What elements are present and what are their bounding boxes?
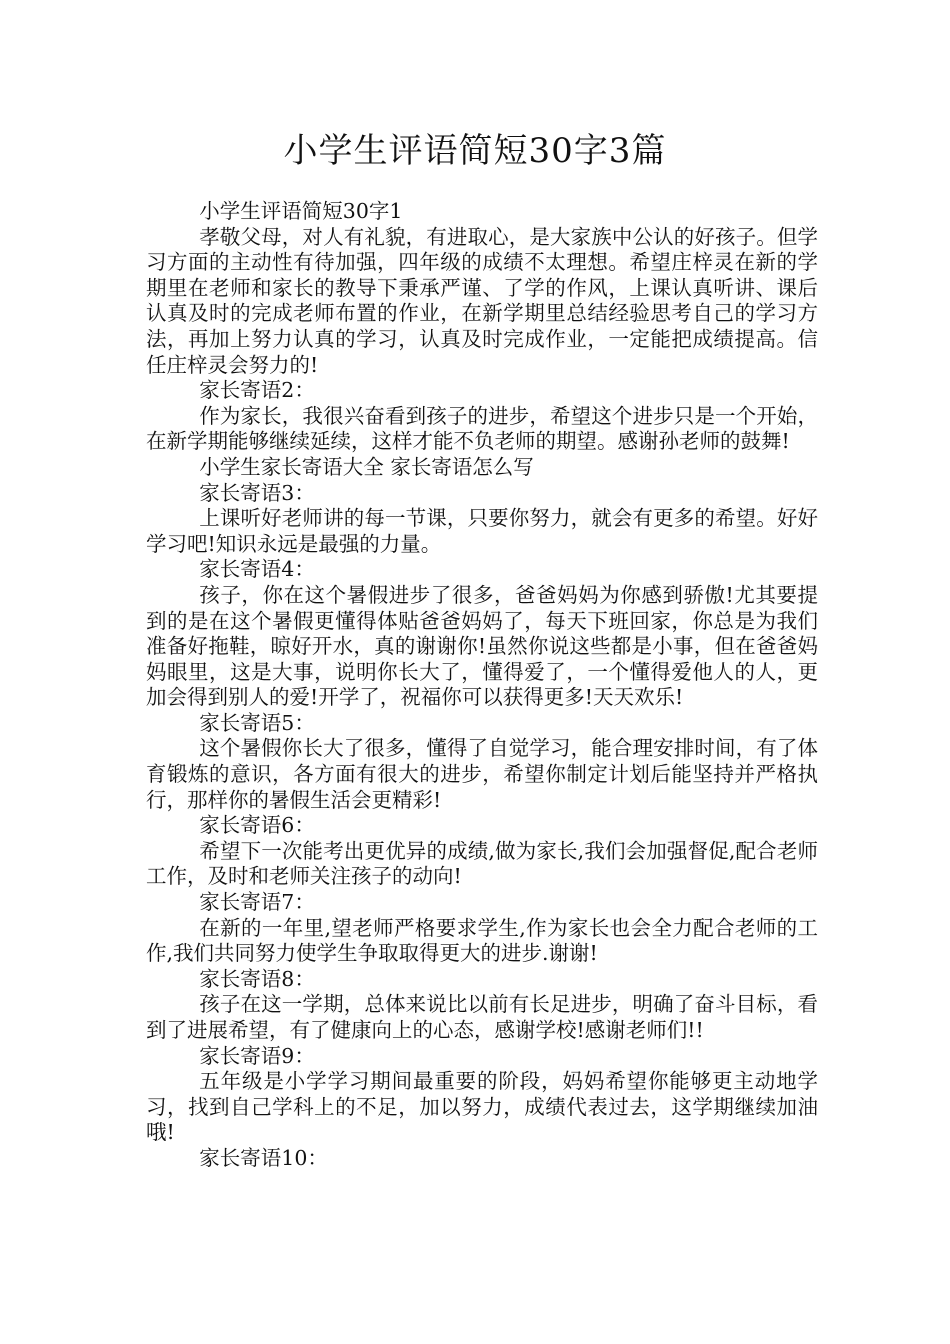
paragraph: 五年级是小学学习期间最重要的阶段，妈妈希望你能够更主动地学习，找到自己学科上的不足，加以努力，成绩代表过去，这学期继续加油哦! bbox=[146, 1069, 818, 1145]
section-heading: 家长寄语6： bbox=[199, 813, 315, 838]
paragraph: 孩子在这一学期，总体来说比以前有长足进步，明确了奋斗目标，看到了进展希望，有了健康向上的心态，感谢学校!感谢老师们!! bbox=[146, 992, 818, 1042]
section-heading: 家长寄语10： bbox=[199, 1145, 328, 1170]
paragraph: 在新的一年里,望老师严格要求学生,作为家长也会全力配合老师的工作,我们共同努力使学生争取取得更大的进步.谢谢! bbox=[146, 915, 818, 966]
section-heading: 家长寄语3： bbox=[199, 480, 315, 505]
document-body bbox=[146, 199, 818, 1172]
paragraph: 作为家长，我很兴奋看到孩子的进步，希望这个进步只是一个开始，在新学期能够继续延续，这样才能不负老师的期望。感谢孙老师的鼓舞! bbox=[146, 403, 818, 454]
section-heading: 家长寄语5： bbox=[199, 710, 315, 735]
section-heading: 小学生评语简短30字1 bbox=[199, 199, 403, 223]
section-heading: 家长寄语7： bbox=[199, 890, 315, 915]
section-heading: 家长寄语8： bbox=[199, 966, 315, 991]
paragraph: 上课听好老师讲的每一节课，只要你努力，就会有更多的希望。好好学习吧!知识永远是最强的力量。 bbox=[146, 506, 818, 556]
section-heading: 家长寄语4： bbox=[199, 557, 315, 582]
section-heading: 小学生家长寄语大全 家长寄语怎么写 bbox=[199, 454, 534, 479]
section-heading: 家长寄语2： bbox=[199, 378, 315, 403]
section-heading: 家长寄语9： bbox=[199, 1043, 315, 1068]
paragraph: 这个暑假你长大了很多，懂得了自觉学习，能合理安排时间，有了体育锻炼的意识，各方面有很大的进步，希望你制定计划后能坚持并严格执行，那样你的暑假生活会更精彩! bbox=[146, 736, 818, 812]
paragraph: 希望下一次能考出更优异的成绩,做为家长,我们会加强督促,配合老师工作，及时和老师关注孩子的动向! bbox=[146, 838, 818, 889]
paragraph: 孝敬父母，对人有礼貌，有进取心，是大家族中公认的好孩子。但学习方面的主动性有待加强，四年级的成绩不太理想。希望庄梓灵在新的学期里在老师和家长的教导下秉承严谨、了学的作风，上课认真听讲、课后认真及时的完成老师布置的作业，在新学期里总结经验思考自己的学习方法，再加上努力认真的学习，认真及时完成作业，一定能把成绩提高。信任庄梓灵会努力的! bbox=[146, 224, 818, 377]
paragraph: 孩子，你在这个暑假进步了很多，爸爸妈妈为你感到骄傲!尤其要提到的是在这个暑假更懂得体贴爸爸妈妈了，每天下班回家，你总是为我们准备好拖鞋，晾好开水，真的谢谢你!虽然你说这些都是小事，但在爸爸妈妈眼里，这是大事，说明你长大了，懂得爱了，一个懂得爱他人的人，更加会得到别人的爱!开学了，祝福你可以获得更多!天天欢乐! bbox=[146, 582, 818, 710]
document-title: 小学生评语简短30字3篇 bbox=[283, 131, 667, 171]
